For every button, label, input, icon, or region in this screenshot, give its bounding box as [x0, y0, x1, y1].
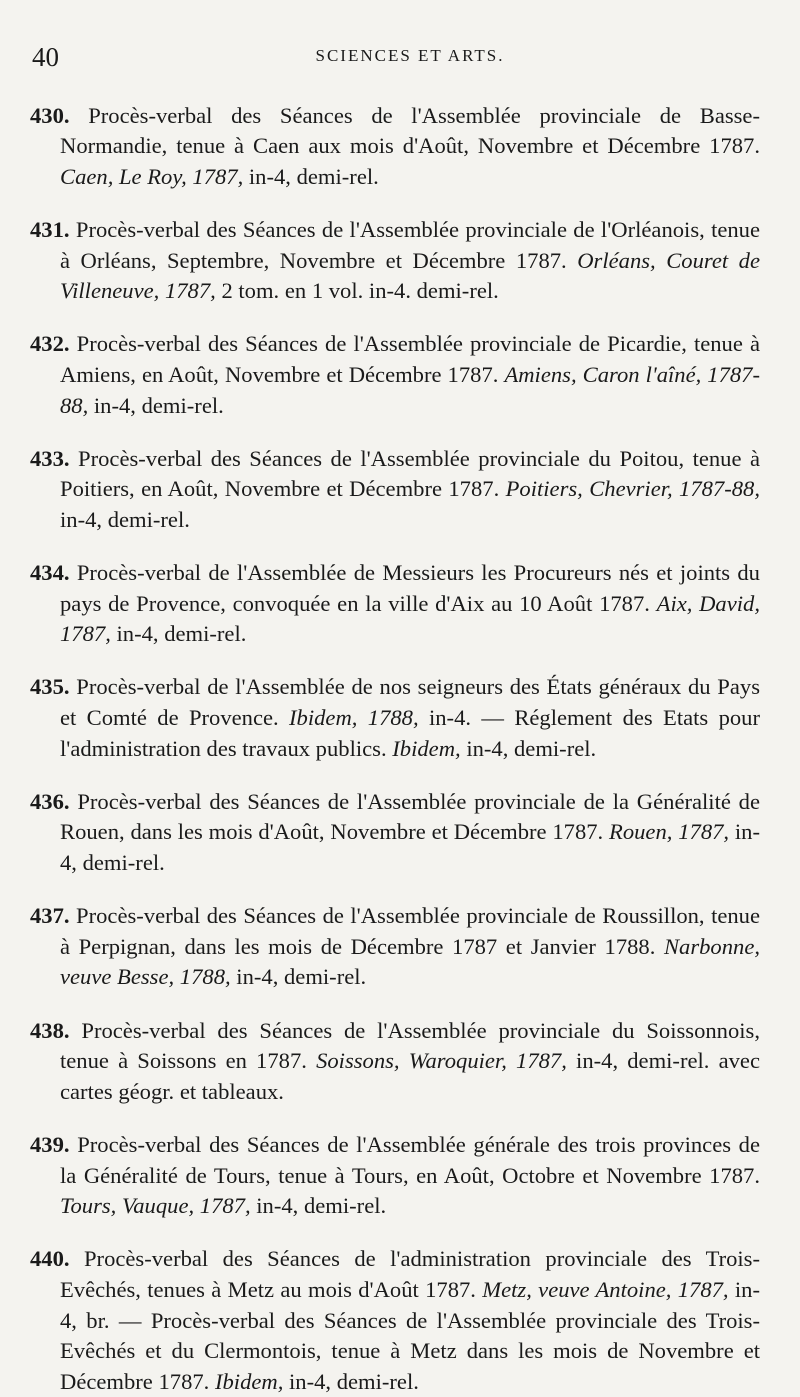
- entry-imprint: Caen, Le Roy, 1787,: [60, 163, 244, 189]
- catalog-entry: [30, 1130, 760, 1222]
- entry-format: in-4, demi-rel.: [60, 819, 760, 876]
- catalog-entry: [30, 558, 760, 650]
- entry-text: Procès-verbal des Séances de l'Assemblée provinciale de Basse-Normandie, tenue à Caen aux mois d'Août, Novembre et Décembre 1787.: [60, 102, 760, 159]
- catalog-entry: [30, 1244, 761, 1397]
- entry-text: Procès-verbal des Séances de l'Assemblée provinciale du Poitou, tenue à Poitiers, en Août, Novembre et Décembre 1787.: [60, 445, 761, 502]
- entry-format: in-4, demi-rel. avec cartes géogr. et tableaux.: [60, 1048, 760, 1104]
- entry-number: 439.: [30, 1131, 70, 1157]
- catalog-entry: [30, 101, 760, 193]
- entry-number: 431.: [30, 216, 70, 242]
- entry-number: 437.: [30, 903, 70, 929]
- entry-imprint: Amiens, Caron l'aîné, 1787-88,: [60, 361, 760, 418]
- entry-number: 438.: [30, 1017, 70, 1043]
- entry-text: Procès-verbal de l'Assemblée de nos seigneurs des États généraux du Pays et Comté de Provence.: [60, 674, 760, 731]
- entry-imprint: Aix, David, 1787,: [60, 590, 760, 647]
- entry-format: in-4, demi-rel.: [60, 506, 190, 532]
- catalog-entry: [30, 215, 760, 307]
- entry-format: in-4, demi-rel.: [236, 964, 367, 990]
- entry-text: Procès-verbal des Séances de l'Assemblée provinciale du Soissonnois, tenue à Soissons en 1787.: [60, 1017, 760, 1074]
- entry-format: 2 tom. en 1 vol. in-4. demi-rel.: [221, 278, 499, 304]
- entry-text: Procès-verbal des Séances de l'Assemblée provinciale de Roussillon, tenue à Perpignan, dans les mois de Décembre 1787 et Janvier 1788.: [60, 903, 760, 959]
- entry-number: 430.: [30, 102, 70, 128]
- entry-format: in-4, demi-rel.: [248, 163, 379, 189]
- entry-imprint: Tours, Vauque, 1787,: [60, 1193, 251, 1219]
- entry-number: 433.: [30, 445, 70, 471]
- entry-format: in-4, demi-rel.: [93, 392, 224, 418]
- entry-text: Procès-verbal des Séances de l'Assemblée générale des trois provinces de la Généralité de Tours, tenue à Tours, en Août, Octobre et Novembre 1787.: [60, 1131, 760, 1188]
- page-header: [32, 38, 760, 78]
- entry-format-second: in-4, demi-rel.: [289, 1368, 419, 1394]
- entry-text: Procès-verbal des Séances de l'administration provinciale des Trois-Evêchés, tenues à Metz au mois d'Août 1787.: [60, 1246, 760, 1302]
- entry-number: 440.: [30, 1246, 70, 1272]
- entry-format: in-4, demi-rel.: [256, 1193, 387, 1219]
- entry-number: 435.: [30, 674, 70, 700]
- entry-number: 432.: [30, 331, 70, 357]
- entry-imprint: Rouen, 1787,: [609, 819, 730, 845]
- entry-imprint: Narbonne, veuve Besse, 1788,: [60, 933, 760, 990]
- entry-text: Procès-verbal de l'Assemblée de Messieurs les Procureurs nés et joints du pays de Provence, convoquée en la ville d'Aix au 10 Août 1787.: [60, 560, 760, 616]
- entry-format: in-4, demi-rel.: [116, 621, 247, 647]
- entry-format-second: in-4, demi-rel.: [466, 735, 597, 761]
- entry-imprint: Ibidem, 1788,: [289, 705, 419, 731]
- entry-imprint: Poitiers, Chevrier, 1787-88,: [505, 476, 760, 502]
- catalog-entry: [30, 901, 760, 993]
- entry-format: in-4. — Réglement des Etats pour l'administration des travaux publics.: [60, 705, 760, 761]
- catalog-entries: [30, 101, 761, 1397]
- entry-text: Procès-verbal des Séances de l'Assemblée provinciale de l'Orléanois, tenue à Orléans, Septembre, Novembre et Décembre 1787.: [60, 216, 760, 273]
- catalog-entry: [30, 787, 760, 879]
- entry-format: in-4, br. — Procès-verbal des Séances de l'Assemblée provinciale des Trois-Evêchés et du Clermontois, tenue à Metz dans les mois de Novembre et Décembre 1787.: [60, 1276, 761, 1394]
- catalog-entry: [30, 329, 760, 421]
- catalog-entry: [30, 444, 761, 536]
- entry-imprint: Orléans, Couret de Villeneuve, 1787,: [60, 247, 760, 304]
- catalog-entry: [30, 672, 760, 764]
- entry-number: 436.: [30, 788, 70, 814]
- entry-imprint: Metz, veuve Antoine, 1787,: [482, 1276, 729, 1302]
- entry-number: 434.: [30, 560, 70, 586]
- entry-imprint: Soissons, Waroquier, 1787,: [316, 1048, 567, 1074]
- running-title: SCIENCES ET ARTS.: [315, 46, 505, 65]
- entry-imprint-second: Ibidem,: [392, 735, 461, 761]
- entry-imprint-second: Ibidem,: [214, 1368, 284, 1394]
- catalog-entry: [30, 1016, 760, 1108]
- page-number: 40: [32, 42, 59, 72]
- entry-text: Procès-verbal des Séances de l'Assemblée provinciale de la Généralité de Rouen, dans les mois d'Août, Novembre et Décembre 1787.: [60, 788, 760, 845]
- entry-text: Procès-verbal des Séances de l'Assemblée provinciale de Picardie, tenue à Amiens, en Août, Novembre et Décembre 1787.: [60, 331, 760, 387]
